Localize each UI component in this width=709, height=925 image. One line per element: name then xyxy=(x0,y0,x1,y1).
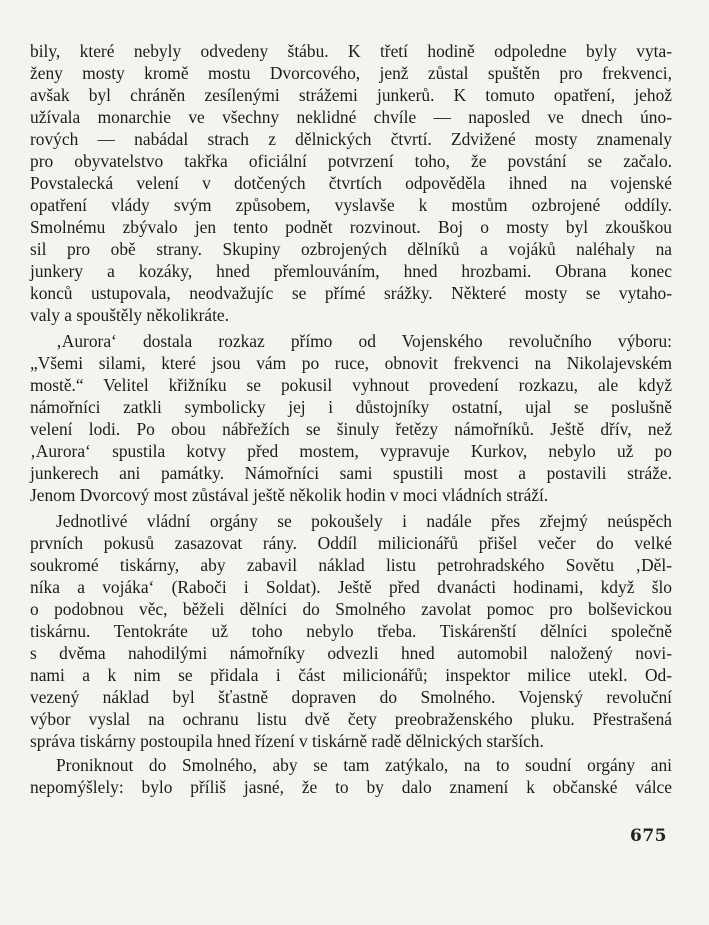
text-line: junkerech ani památky. Námořníci sami spustili most a postavili stráže. xyxy=(30,463,672,483)
text-line: nami a k nim se přidala i část milicionářů; inspektor milice utekl. Od- xyxy=(30,665,672,685)
text-line: Smolnému zbývalo jen tento podnět rozvinout. Boj o mosty byl zkouškou xyxy=(30,217,672,237)
text-line: nepomýšlely: bylo příliš jasné, že to by dalo znamení k občanské válce xyxy=(30,777,672,797)
text-line: velení lodi. Po obou nábřežích se šinuly řetězy námořníků. Ještě dřív, než xyxy=(30,419,672,439)
text-line: Povstalecká velení v dotčených čtvrtích odpověděla ihned na vojenské xyxy=(30,173,672,193)
text-line: správa tiskárny postoupila hned řízení v tiskárně radě dělnických starších. xyxy=(30,731,544,751)
text-line: vezený náklad byl šťastně dopraven do Smolného. Vojenský revoluční xyxy=(30,687,672,707)
text-line: „Všemi silami, které jsou vám po ruce, obnovit frekvenci na Nikolajevském xyxy=(30,353,672,373)
text-line: níka a vojáka‘ (Raboči i Soldat). Ještě před dvanácti hodinami, když šlo xyxy=(30,577,672,597)
text-line: konců ustupovala, neodvažujíc se přímé srážky. Některé mosty se vytaho- xyxy=(30,283,672,303)
text-line: soukromé tiskárny, aby zabavil náklad listu petrohradského Sovětu ‚Děl- xyxy=(30,555,672,575)
page-number: 675 xyxy=(630,826,667,846)
text-line: Jednotlivé vládní orgány se pokoušely i nadále přes zřejmý neúspěch xyxy=(56,511,672,531)
text-line: s dvěma nahodilými námořníky odvezli hned automobil naložený novi- xyxy=(30,643,672,663)
text-line: valy a spouštěly několikráte. xyxy=(30,305,229,325)
text-line: bily, které nebyly odvedeny štábu. K třetí hodině odpoledne byly vyta- xyxy=(30,41,672,61)
text-line: užívala monarchie ve všechny neklidné chvíle — naposled ve dnech úno- xyxy=(30,107,672,127)
text-line: o podobnou věc, běželi dělníci do Smolného zavolat pomoc pro bolševickou xyxy=(30,599,672,619)
text-line: Proniknout do Smolného, aby se tam zatýkalo, na to soudní orgány ani xyxy=(56,755,672,775)
text-line: tiskárnu. Tentokráte už toho nebylo třeba. Tiskárenští dělníci společně xyxy=(30,621,672,641)
text-line: opatření vlády svým způsobem, vyslavše k mostům ozbrojené oddíly. xyxy=(30,195,672,215)
text-line: Jenom Dvorcový most zůstával ještě několik hodin v moci vládních stráží. xyxy=(30,485,549,505)
text-line: pro obyvatelstvo takřka oficiální potvrzení toho, že povstání se začalo. xyxy=(30,151,672,171)
text-line: prvních pokusů zasazovat rány. Oddíl milicionářů přišel večer do velké xyxy=(30,533,672,553)
text-line: sil pro obě strany. Skupiny ozbrojených dělníků a vojáků naléhaly na xyxy=(30,239,672,259)
text-line: ‚Aurora‘ spustila kotvy před mostem, vypravuje Kurkov, nebylo už po xyxy=(30,441,672,461)
text-line: výbor vyslal na ochranu listu dvě čety preobraženského pluku. Přestrašená xyxy=(30,709,672,729)
text-line: ženy mosty kromě mostu Dvorcového, jenž zůstal spuštěn pro frekvenci, xyxy=(30,63,672,83)
text-line: námořníci zatkli symbolicky jej i důstojníky ostatní, ujal se poslušně xyxy=(30,397,672,417)
text-line: rových — nabádal strach z dělnických čtvrtí. Zdvižené mosty znamenaly xyxy=(30,129,672,149)
text-line: avšak byl chráněn zesílenými strážemi junkerů. K tomuto opatření, jehož xyxy=(30,85,672,105)
text-line: mostě.“ Velitel křižníku se pokusil vyhnout provedení rozkazu, ale když xyxy=(30,375,672,395)
text-line: junkery a kozáky, hned přemlouváním, hned hrozbami. Obrana konec xyxy=(30,261,672,281)
text-line: ‚Aurora‘ dostala rozkaz přímo od Vojenského revolučního výboru: xyxy=(56,331,672,351)
